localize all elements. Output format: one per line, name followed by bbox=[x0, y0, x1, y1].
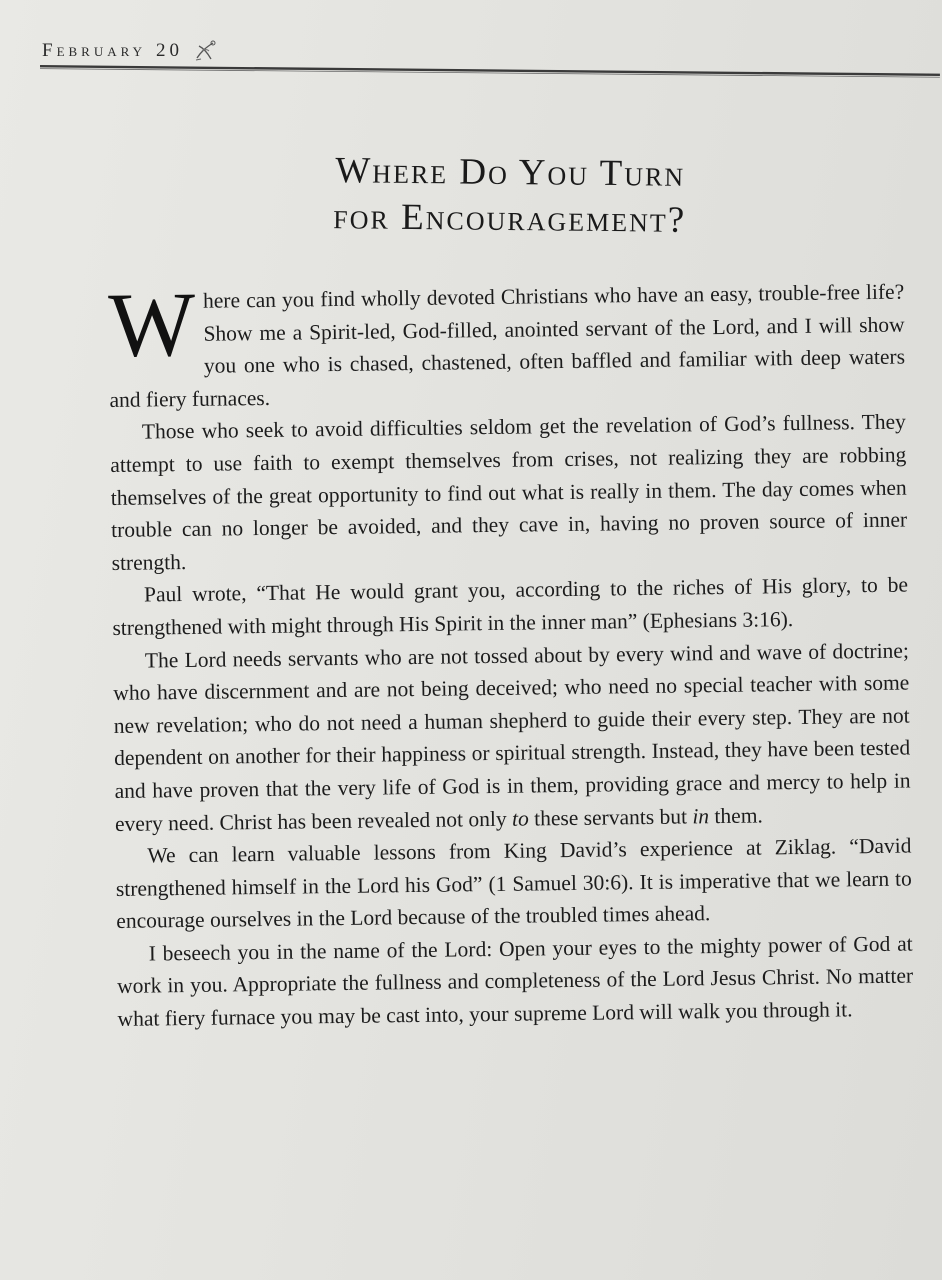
paragraph-1 bbox=[107, 272, 906, 417]
paragraph-4-text-c: them. bbox=[708, 802, 763, 828]
emphasis-to: to bbox=[511, 806, 529, 831]
title-line-1: Where Do You Turn bbox=[335, 150, 686, 195]
header-rule bbox=[40, 64, 940, 79]
flourish-icon bbox=[193, 38, 219, 64]
paragraph-1-text: here can you find wholly devoted Christians who have an easy, trouble-free life? Show me a Spirit-led, God-filled, anointed servant of the Lord, and I will show you one who is chased, chastened, often baffled and familiar with deep waters and fiery furnaces. bbox=[109, 279, 906, 412]
paragraph-6: I beseech you in the name of the Lord: Open your eyes to the mighty power of God at work in you. Appropriate the fullness and completeness of the Lord Jesus Christ. No matter what fiery furnace you may be cast into, your supreme Lord will walk you through it. bbox=[117, 931, 914, 1031]
body-text bbox=[107, 272, 914, 1036]
running-head-month: February bbox=[42, 40, 146, 61]
paragraph-4-text-a: The Lord needs servants who are not tossed about by every wind and wave of doctrine; who have discernment and are not being deceived; who need no special teacher with some new revelation; who do not need a human shepherd to guide their every step. They are not dependent on another for their happiness or spiritual strength. Instead, they have been tested and have proven that the very life of God is in them, providing grace and mercy to help in every need. Christ has been revealed not only bbox=[113, 638, 911, 836]
paragraph-2: Those who seek to avoid difficulties seldom get the revelation of God’s fullness. They attempt to use faith to exempt themselves from crises, not realizing they are robbing themselves of the great opportunity to find out what is really in them. The day comes when trouble can no longer be avoided, and they cave in, having no proven source of inner strength. bbox=[110, 409, 908, 575]
title-line-2: for Encouragement? bbox=[333, 196, 687, 241]
drop-cap: W bbox=[107, 272, 197, 376]
page-title bbox=[150, 146, 871, 246]
running-head bbox=[42, 38, 219, 64]
paragraph-3: Paul wrote, “That He would grant you, according to the riches of His glory, to be strengthened with might through His Spirit in the inner man” (Ephesians 3:16). bbox=[112, 572, 909, 640]
paragraph-4-text-b: these servants but bbox=[528, 803, 693, 831]
running-head-day: 20 bbox=[155, 40, 183, 61]
paragraph-4 bbox=[113, 634, 911, 840]
emphasis-in: in bbox=[692, 803, 710, 828]
paragraph-5: We can learn valuable lessons from King David’s experience at Ziklag. “David strengthened himself in the Lord his God” (1 Samuel 30:6). It is imperative that we learn to encourage ourselves in the Lord because of the troubled times ahead. bbox=[115, 833, 912, 934]
